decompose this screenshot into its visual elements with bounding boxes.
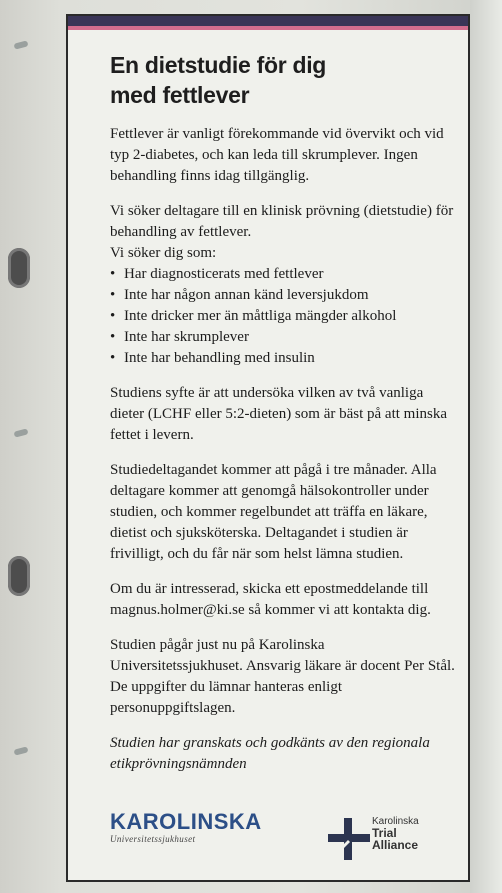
seek-subheading: Vi söker dig som: bbox=[110, 245, 217, 261]
title-line-1: En dietstudie för dig bbox=[110, 52, 327, 78]
location-paragraph: Studien pågår just nu på Karolinska Universitetssjukhuset. Ansvarig läkare är docent Per Stål. De uppgifter du lämnar hanteras enligt personuppgiftslagen. bbox=[110, 637, 455, 716]
binder-hole bbox=[8, 556, 30, 596]
list-item: • Inte har någon annan känd leversjukdom bbox=[110, 285, 456, 306]
criteria-list bbox=[110, 264, 456, 369]
ad-title bbox=[110, 50, 456, 110]
trial-alliance-line-2: Trial bbox=[372, 826, 397, 840]
binder-hole bbox=[8, 248, 30, 288]
list-item: • Inte har behandling med insulin bbox=[110, 348, 456, 369]
trial-alliance-line-1: Karolinska bbox=[372, 816, 419, 827]
paper-mark bbox=[13, 746, 28, 755]
ethics-paragraph: Studien har granskats och godkänts av den regionala etikprövningsnämnden bbox=[110, 735, 430, 772]
intro-paragraph: Fettlever är vanligt förekommande vid övervikt och vid typ 2-diabetes, och kan leda till skrumplever. Ingen behandling finns idag tillgänglig. bbox=[110, 126, 444, 184]
list-item: • Inte har skrumplever bbox=[110, 327, 456, 348]
karolinska-logo bbox=[110, 810, 262, 844]
trial-alliance-logo bbox=[326, 816, 456, 862]
paper-mark bbox=[13, 40, 28, 49]
trial-alliance-cross-icon bbox=[326, 816, 372, 862]
duration-paragraph: Studiedeltagandet kommer att pågå i tre månader. Alla deltagare kommer att genomgå hälsokontroller under studien, och kommer regelbundet att träffa en läkare, dietist och sjuksköterska. Deltagandet i studien är frivilligt, och du får när som helst lämna studien. bbox=[110, 462, 437, 562]
title-line-2: med fettlever bbox=[110, 82, 250, 108]
advertisement bbox=[66, 14, 470, 882]
trial-alliance-line-3: Alliance bbox=[372, 838, 419, 852]
seek-paragraph: Vi söker deltagare till en klinisk prövning (dietstudie) för behandling av fettlever. bbox=[110, 203, 454, 240]
ad-content bbox=[110, 50, 456, 789]
logo-area bbox=[110, 802, 456, 862]
accent-stripe bbox=[68, 26, 468, 30]
purpose-paragraph: Studiens syfte är att undersöka vilken av två vanliga dieter (LCHF eller 5:2-dieten) som är bäst på att minska fettet i levern. bbox=[110, 385, 447, 443]
karolinska-logo-name: KAROLINSKA bbox=[110, 809, 262, 834]
paper-mark bbox=[13, 428, 28, 437]
list-item: • Inte dricker mer än måttliga mängder alkohol bbox=[110, 306, 456, 327]
contact-paragraph: Om du är intresserad, skicka ett epostmeddelande till magnus.holmer@ki.se så kommer vi att kontakta dig. bbox=[110, 581, 431, 618]
adjacent-newspaper-column bbox=[470, 0, 502, 893]
header-stripe bbox=[68, 16, 468, 26]
karolinska-logo-subtitle: Universitetssjukhuset bbox=[110, 834, 196, 844]
list-item: • Har diagnosticerats med fettlever bbox=[110, 264, 456, 285]
trial-alliance-text bbox=[372, 816, 419, 851]
